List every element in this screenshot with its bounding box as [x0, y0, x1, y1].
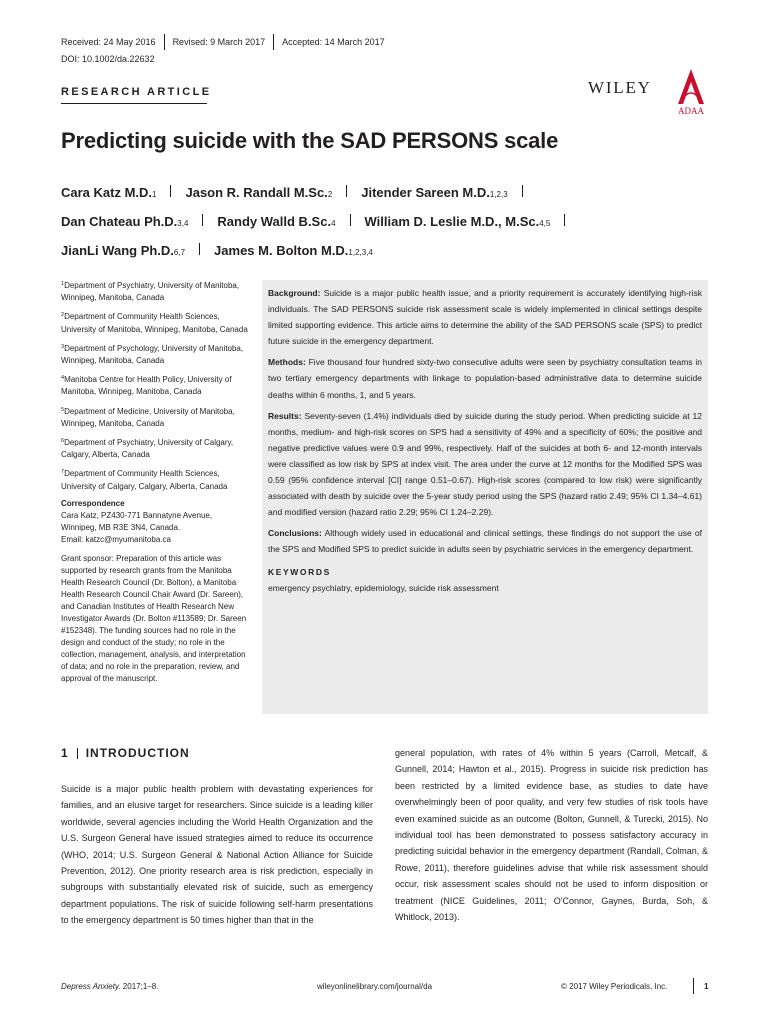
abstract-background: Background: Suicide is a major public health issue, and a priority requirement is accurately identifying high-risk individuals. The SAD PERSONS suicide risk assessment scale is widely implemented in clinical settings despite limited supporting evidence. This article aims to determine the ability of the SAD PERSONS scale (SPS) to predict future suicide in the emergency department. [268, 288, 702, 347]
correspondence-heading: Correspondence [61, 498, 125, 508]
body-text-left: Suicide is a major public health problem with devastating experiences for families, and an elusive target for researchers. Since suicide is a leading killer worldwide, several agencies including the World Health Organization and the U.S. Surgeon General have issued strategies aimed to reduce its occurrence (WHO, 2014; U.S. Surgeon General & National Action Alliance for Suicide Prevention, 2012). One priority research area is risk prediction, especially in subgroups with substantially elevated risk of suicide, such as emergency department populations. The risk of suicide following self-harm presentations to the emergency department is 50 times higher than that in the [61, 784, 373, 926]
abstract-conclusions: Conclusions: Although widely used in educational and clinical settings, these findings do not support the use of the SPS and Modified SPS to predict suicide in adults seen by psychiatric services in the emergency department. [268, 528, 702, 555]
author-name[interactable]: William D. Leslie M.D., M.Sc. [364, 214, 540, 229]
body-text-right: general population, with rates of 4% within 5 years (Carroll, Metcalf, & Gunnell, 2014; Hawton et al., 2015). Progress in suicide risk prediction has been restricted by a limited evidence base, as studies to date have overwhelmingly been of poor quality, and very few studies of risk tools have even examined suicide as an outcome (Bolton, Gunnell, & Turecki, 2015). No individual tool has been demonstrated to possess satisfactory accuracy in predicting suicidal behavior in the emergency department (Randall, Colman, & Rowe, 2011), therefore guidelines advise that while risk assessment should occur, risk assessment scales should not be used to inform disposition or treatment (NICE Guidelines, 2011; O'Connor, Gaynes, Burda, Soh, & Whitlock, 2013). [395, 748, 708, 923]
article-title: Predicting suicide with the SAD PERSONS scale [61, 128, 559, 153]
divider [350, 214, 351, 226]
author-affil-ref: 4,5 [539, 219, 551, 228]
affiliation: $^1$Department of Psychiatry, University of Manitoba, Winnipeg, Manitoba, Canada [61, 281, 240, 303]
received-date: Received: 24 May 2016 [61, 37, 156, 47]
section-title: INTRODUCTION [85, 746, 190, 760]
correspondence-address: Cara Katz, PZ430-771 Bannatyne Avenue, Winnipeg, MB R3E 3N4, Canada. Email: katzc@myumanitoba.ca [61, 510, 253, 547]
section-number: 1 [61, 746, 69, 760]
divider [77, 748, 78, 759]
journal-citation: Depress Anxiety. 2017;1–8. [61, 982, 159, 991]
author-line [61, 179, 701, 208]
affiliation: $^5$Department of Medicine, University of Manitoba, Winnipeg, Manitoba, Canada [61, 406, 235, 428]
author-affil-ref: 6,7 [173, 248, 186, 257]
affiliation: $^3$Department of Psychology, University of Manitoba, Winnipeg, Manitoba, Canada [61, 343, 244, 366]
divider [564, 214, 565, 226]
divider [522, 185, 523, 197]
author-affil-ref: 1,2,3 [489, 190, 508, 199]
divider [164, 34, 165, 50]
article-dates [61, 34, 385, 50]
accepted-date: Accepted: 14 March 2017 [282, 37, 385, 47]
author-line [61, 208, 701, 237]
author-affil-ref: 1,2,3,4 [348, 248, 373, 257]
author-name[interactable]: Dan Chateau Ph.D. [61, 214, 178, 229]
journal-url[interactable]: wileyonlinelibrary.com/journal/da [317, 982, 433, 991]
keywords: emergency psychiatry, epidemiology, suicide risk assessment [268, 582, 499, 593]
grant-sponsor: Grant sponsor: Preparation of this article was supported by research grants from the Manitoba Health Research Council (Dr. Bolton), a Manitoba Health Research Council Chair Award (Dr. Sareen), and Canadian Institutes of Health Research New Investigator Awards (Dr. Bolton #113589; Dr. Sareen #152348). The funding sources had no role in the design and conduct of the study; no role in the collection, management, analysis, and interpretation of data; and no role in the preparation, review, and approval of the manuscript. [61, 553, 247, 683]
divider [170, 185, 171, 197]
divider [199, 243, 200, 255]
divider [693, 978, 694, 994]
correspondence-email[interactable]: Email: katzc@myumanitoba.ca [61, 535, 171, 545]
affiliations-sidebar [61, 278, 253, 690]
author-affil-ref: 2 [327, 190, 333, 199]
author-affil-ref: 4 [331, 219, 336, 228]
affiliation: $^7$Department of Community Health Sciences, University of Calgary, Calgary, Alberta, Canada [61, 469, 228, 491]
adaa-label: ADAA [678, 106, 704, 116]
author-line [61, 237, 701, 266]
affiliation: $^6$Department of Psychiatry, University of Calgary, Calgary, Alberta, Canada [61, 438, 234, 460]
author-affil-ref: 3,4 [177, 219, 189, 228]
article-type: RESEARCH ARTICLE [61, 86, 212, 98]
abstract [262, 280, 708, 714]
page-number: 1 [704, 982, 709, 991]
abstract-methods: Methods: Five thousand four hundred sixty-two consecutive adults were seen by psychiatry consultation teams in two tertiary emergency departments with linkage to population-based administrative data to determine suicide deaths within 6 months, 1, and 5 years. [268, 357, 702, 400]
author-name[interactable]: Cara Katz M.D. [61, 185, 153, 200]
author-name[interactable]: Jason R. Randall M.Sc. [185, 185, 328, 200]
adaa-logo [673, 66, 709, 116]
revised-date: Revised: 9 March 2017 [172, 37, 266, 47]
author-name[interactable]: Jitender Sareen M.D. [361, 185, 490, 200]
author-name[interactable]: Randy Walld B.Sc. [217, 214, 332, 229]
author-list [61, 179, 701, 266]
abstract-results: Results: Seventy-seven (1.4%) individuals died by suicide during the study period. When predicting suicide at 12 months, medium- and high-risk scores on SPS had a sensitivity of 49% and a specificity of 60%; the positive and negative predictive values were 0.9 and 99%, respectively. Half of the suicides at both 6- and 12-month intervals were classified as low risk by SPS at index visit. The area under the curve at 12 months for the Modified SPS was 0.59 (95% confidence interval [CI] range 0.51–0.67). High-risk scores (compared to low risk) were significantly associated with death by suicide over the 5-year study period using the SPS (hazard ratio 2.49; 95% CI 1.34–4.61) and modified version (hazard ratio 2.29; 95% CI 1.24–2.29). [268, 410, 702, 518]
section-heading [61, 746, 190, 760]
divider [273, 34, 274, 50]
divider [346, 185, 347, 197]
author-affil-ref: 1 [152, 190, 157, 199]
copyright: © 2017 Wiley Periodicals, Inc. [561, 982, 668, 991]
divider [202, 214, 203, 226]
affiliation: $^2$Department of Community Health Sciences, University of Manitoba, Winnipeg, Manitoba, Canada [61, 312, 248, 334]
author-name[interactable]: JianLi Wang Ph.D. [61, 243, 174, 258]
doi[interactable]: DOI: 10.1002/da.22632 [61, 54, 155, 64]
author-name[interactable]: James M. Bolton M.D. [214, 243, 349, 258]
wiley-logo: WILEY [588, 78, 652, 97]
keywords-heading: KEYWORDS [268, 566, 331, 577]
article-type-rule [61, 103, 207, 104]
affiliation: $^4$Manitoba Centre for Health Policy, University of Manitoba, Winnipeg, Manitoba, Canada [61, 375, 232, 397]
